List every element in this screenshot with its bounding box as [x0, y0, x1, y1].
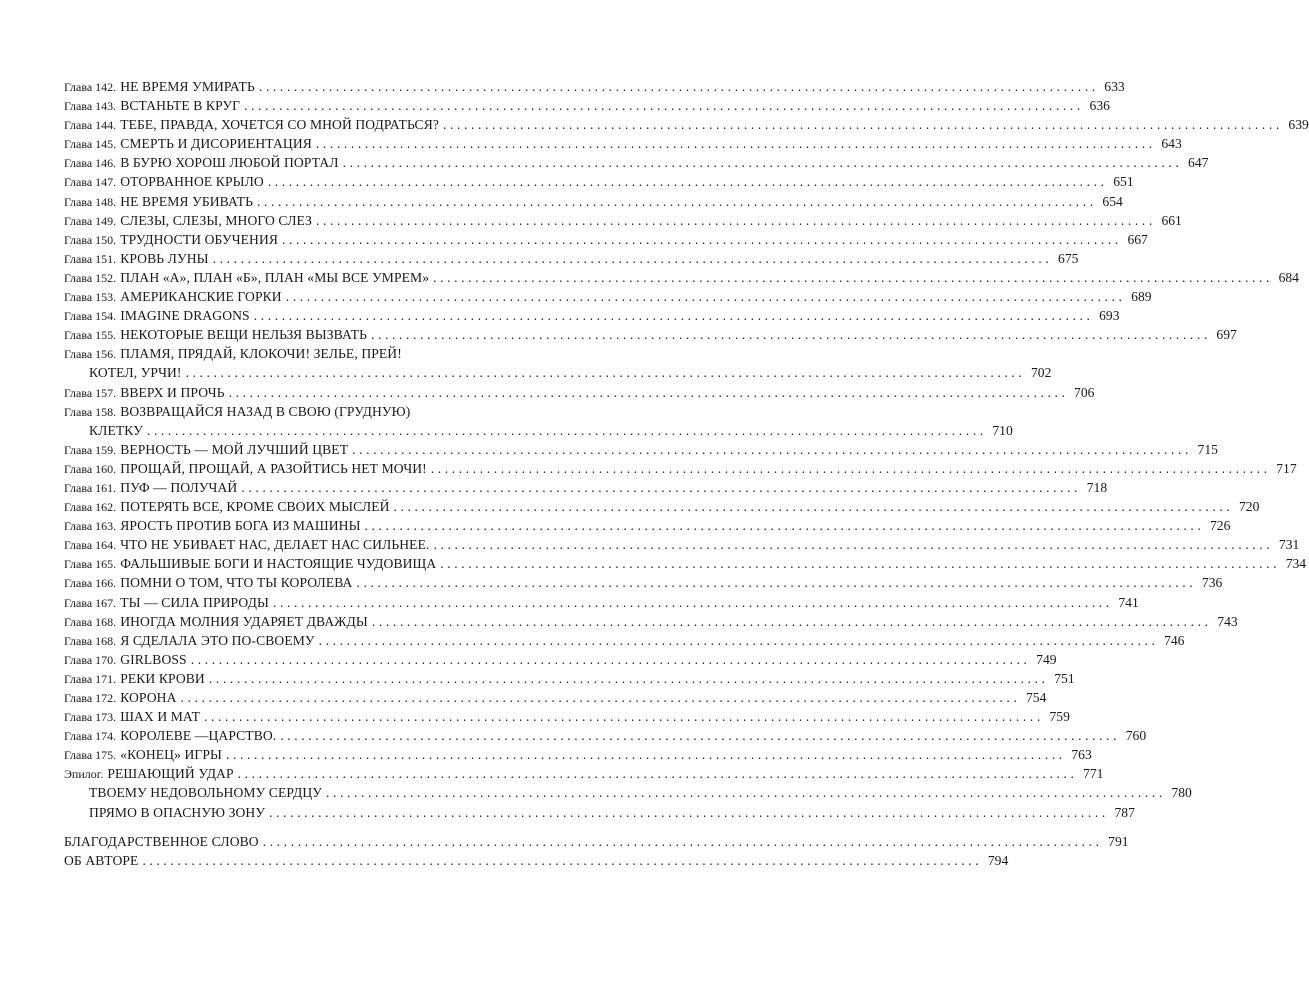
- toc-entry-page-number: 715: [1197, 441, 1218, 457]
- dot-leader: ........................................................................................................................: [285, 289, 1126, 305]
- toc-entry-label: Глава 165.: [64, 557, 117, 572]
- toc-entry-title: ПУФ — ПОЛУЧАЙ: [120, 479, 238, 495]
- toc-entry-page-number: 749: [1036, 651, 1057, 667]
- dot-leader: ........................................................................................................................: [258, 79, 1099, 94]
- dot-leader: ........................................................................................................................: [352, 441, 1192, 457]
- toc-entry[interactable]: [64, 707, 1070, 726]
- toc-entry-label: Глава 154.: [64, 309, 117, 324]
- dot-leader: ........................................................................................................................: [440, 556, 1281, 572]
- toc-entry-page-number: 667: [1127, 231, 1148, 247]
- toc-entry-title: ЯРОСТЬ ПРОТИВ БОГА ИЗ МАШИНЫ: [120, 518, 361, 534]
- toc-entry-label: Глава 159.: [64, 442, 117, 457]
- toc-entry[interactable]: [64, 688, 1047, 707]
- toc-entry[interactable]: [64, 554, 1307, 573]
- toc-entry-title: В БУРЮ ХОРОШ ЛЮБОЙ ПОРТАЛ: [120, 155, 339, 171]
- toc-entry-page-number: 718: [1086, 479, 1108, 495]
- toc-entry[interactable]: [64, 631, 1185, 650]
- toc-entry[interactable]: [64, 573, 1223, 592]
- toc-entry-page-number: 717: [1276, 460, 1297, 476]
- toc-entry-title: ТВОЕМУ НЕДОВОЛЬНОМУ СЕРДЦУ: [89, 785, 323, 801]
- toc-entry[interactable]: [64, 363, 1052, 382]
- toc-entry-title: ТРУДНОСТИ ОБУЧЕНИЯ: [120, 231, 279, 247]
- toc-entry-title: АМЕРИКАНСКИЕ ГОРКИ: [120, 289, 282, 305]
- toc-entry-title: ШАХ И МАТ: [120, 709, 201, 725]
- dot-leader: ........................................................................................................................: [433, 269, 1273, 285]
- toc-entry-label: Глава 151.: [64, 251, 117, 266]
- dot-leader: ........................................................................................................................: [146, 422, 987, 438]
- toc-entry[interactable]: [64, 421, 1013, 440]
- toc-entry[interactable]: [64, 96, 1110, 115]
- dot-leader: ........................................................................................................................: [443, 117, 1283, 133]
- toc-entry-title: ОБ АВТОРЕ: [64, 852, 139, 868]
- toc-entry-page-number: 787: [1114, 804, 1135, 820]
- toc-entry-title: ВЕРНОСТЬ — МОЙ ЛУЧШИЙ ЦВЕТ: [120, 441, 349, 457]
- toc-entry-page-number: 651: [1113, 174, 1134, 190]
- toc-entry-label: Глава 171.: [64, 671, 117, 686]
- dot-leader: ........................................................................................................................: [364, 518, 1205, 534]
- toc-entry[interactable]: [64, 851, 1009, 870]
- toc-entry[interactable]: [64, 459, 1297, 478]
- dot-leader: ........................................................................................................................: [326, 785, 1166, 801]
- toc-entry-page-number: 633: [1104, 79, 1125, 94]
- toc-entry-page-number: 643: [1161, 136, 1182, 152]
- toc-entry-title: НЕ ВРЕМЯ УМИРАТЬ: [120, 79, 255, 94]
- toc-entry-label: Глава 153.: [64, 290, 117, 305]
- toc-entry-page-number: 647: [1188, 155, 1209, 171]
- toc-entry-page-number: 693: [1099, 308, 1120, 324]
- toc-entry-page-number: 684: [1278, 269, 1299, 285]
- toc-entry-page-number: 731: [1278, 537, 1300, 553]
- dot-leader: ........................................................................................................................: [180, 690, 1021, 705]
- toc-entry[interactable]: [64, 832, 1129, 851]
- toc-entry-title: ТЫ — СИЛА ПРИРОДЫ: [120, 594, 269, 610]
- toc-entry[interactable]: [64, 745, 1092, 764]
- dot-leader: ........................................................................................................................: [212, 250, 1053, 266]
- toc-entry-title: КЛЕТКУ: [89, 422, 143, 438]
- toc-entry-title: «КОНЕЦ» ИГРЫ: [120, 747, 222, 763]
- dot-leader: ........................................................................................................................: [253, 308, 1094, 324]
- dot-leader: ........................................................................................................................: [228, 384, 1069, 400]
- dot-leader: ........................................................................................................................: [267, 174, 1108, 190]
- toc-entry[interactable]: [64, 535, 1300, 554]
- toc-entry-title: КОРОНА: [120, 690, 177, 705]
- toc-entry[interactable]: [64, 153, 1209, 172]
- toc-entry-title: ИНОГДА МОЛНИЯ УДАРЯЕТ ДВАЖДЫ: [120, 613, 368, 629]
- toc-entry-label: Глава 156.: [64, 347, 117, 362]
- toc-entry-title: СМЕРТЬ И ДИСОРИЕНТАЦИЯ: [120, 136, 312, 152]
- toc-entry-title: ТЕБЕ, ПРАВДА, ХОЧЕТСЯ СО МНОЙ ПОДРАТЬСЯ?: [120, 117, 439, 133]
- toc-entry-page-number: 743: [1217, 613, 1238, 629]
- dot-leader: ........................................................................................................................: [241, 479, 1082, 495]
- toc-entry[interactable]: [64, 612, 1238, 631]
- toc-entry-page-number: 675: [1058, 250, 1079, 266]
- toc-entry-label: Глава 163.: [64, 519, 117, 534]
- toc-entry-title: ВВЕРХ И ПРОЧЬ: [120, 384, 225, 400]
- toc-entry[interactable]: [64, 230, 1148, 249]
- toc-entry-label: Глава 142.: [64, 80, 117, 94]
- dot-leader: ........................................................................................................................: [208, 670, 1049, 686]
- dot-leader: ........................................................................................................................: [433, 537, 1274, 553]
- toc-entry-page-number: 736: [1201, 575, 1223, 591]
- dot-leader: ........................................................................................................................: [318, 632, 1159, 648]
- dot-leader: ........................................................................................................................: [185, 365, 1026, 381]
- toc-entry[interactable]: [64, 115, 1309, 134]
- toc-entry-title: ПОМНИ О ТОМ, ЧТО ТЫ КОРОЛЕВА: [120, 575, 353, 591]
- toc-entry[interactable]: [64, 211, 1182, 230]
- dot-leader: ........................................................................................................................: [371, 327, 1211, 343]
- toc-entry-label: Глава 166.: [64, 576, 117, 591]
- toc-entry-page-number: 726: [1209, 518, 1231, 534]
- toc-entry-page-number: 751: [1054, 670, 1075, 686]
- toc-entry-label: Глава 157.: [64, 385, 117, 400]
- toc-entry-label: Глава 168.: [64, 614, 117, 629]
- dot-leader: ........................................................................................................................: [430, 460, 1271, 476]
- dot-leader: ........................................................................................................................: [142, 852, 983, 868]
- toc-entry-page-number: 734: [1285, 556, 1307, 572]
- dot-leader: ........................................................................................................................: [315, 136, 1156, 152]
- toc-entry[interactable]: [64, 440, 1218, 459]
- toc-entry-page-number: 720: [1238, 499, 1260, 515]
- toc-entry[interactable]: [64, 516, 1231, 535]
- toc-entry[interactable]: [64, 249, 1079, 268]
- toc-entry-title: ОТОРВАННОЕ КРЫЛО: [120, 174, 264, 190]
- toc-entry-label: Глава 158.: [64, 404, 117, 419]
- toc-entry[interactable]: [64, 402, 580, 421]
- toc-entry[interactable]: [64, 650, 1057, 669]
- dot-leader: ........................................................................................................................: [356, 575, 1197, 591]
- toc-entry[interactable]: [64, 726, 1147, 745]
- toc-entry-label: Глава 152.: [64, 270, 117, 285]
- toc-entry-label: Глава 146.: [64, 156, 117, 171]
- toc-entry-page-number: 791: [1108, 833, 1129, 849]
- toc-entry-title: РЕКИ КРОВИ: [120, 670, 205, 686]
- toc-entry-title: Я СДЕЛАЛА ЭТО ПО-СВОЕМУ: [120, 632, 315, 648]
- toc-entry[interactable]: [64, 287, 1152, 306]
- toc-entry-page-number: 754: [1025, 690, 1047, 705]
- toc-entry[interactable]: [64, 669, 1075, 688]
- toc-entry-label: Глава 143.: [64, 99, 117, 114]
- dot-leader: ........................................................................................................................: [237, 766, 1078, 782]
- dot-leader: ........................................................................................................................: [262, 833, 1103, 849]
- toc-entry-label: Эпилог.: [64, 767, 104, 782]
- toc-entry-title: СЛЕЗЫ, СЛЕЗЫ, МНОГО СЛЕЗ: [120, 212, 313, 228]
- toc-entry-title: ВОЗВРАЩАЙСЯ НАЗАД В СВОЮ (ГРУДНУЮ): [120, 403, 411, 419]
- toc-entry-label: Глава 148.: [64, 194, 117, 209]
- dot-leader: ........................................................................................................................: [316, 212, 1156, 228]
- toc-entry-page-number: 636: [1089, 98, 1110, 114]
- toc-entry-label: Глава 167.: [64, 595, 117, 610]
- toc-entry[interactable]: [64, 344, 580, 363]
- toc-entry-title: НЕКОТОРЫЕ ВЕЩИ НЕЛЬЗЯ ВЫЗВАТЬ: [120, 327, 367, 343]
- toc-entry-page-number: 794: [987, 852, 1009, 868]
- toc-entry-title: КОТЕЛ, УРЧИ!: [89, 365, 182, 381]
- toc-entry-label: Глава 173.: [64, 710, 117, 725]
- toc-entry-label: Глава 175.: [64, 748, 117, 763]
- toc-entry-title: ПРЯМО В ОПАСНУЮ ЗОНУ: [89, 804, 266, 820]
- toc-entry-label: Глава 144.: [64, 118, 117, 133]
- dot-leader: ........................................................................................................................: [190, 651, 1031, 667]
- toc-entry-page-number: 710: [992, 422, 1013, 438]
- toc-entry-page-number: 780: [1171, 785, 1192, 801]
- dot-leader: ........................................................................................................................: [393, 499, 1234, 515]
- toc-entry-title: ФАЛЬШИВЫЕ БОГИ И НАСТОЯЩИЕ ЧУДОВИЩА: [120, 556, 437, 572]
- dot-leader: ........................................................................................................................: [280, 728, 1121, 744]
- toc-entry-page-number: 639: [1288, 117, 1309, 133]
- toc-entry-page-number: 689: [1131, 289, 1152, 305]
- toc-entry[interactable]: [64, 306, 1120, 325]
- toc-entry-label: Глава 164.: [64, 538, 117, 553]
- toc-entry-label: Глава 149.: [64, 213, 117, 228]
- toc-entry-label: Глава 147.: [64, 175, 117, 190]
- toc-entry-page-number: 702: [1030, 365, 1052, 381]
- dot-leader: ........................................................................................................................: [282, 231, 1122, 247]
- toc-entry[interactable]: [64, 325, 1237, 344]
- toc-entry[interactable]: [64, 803, 1135, 822]
- toc-entry-page-number: 763: [1071, 747, 1092, 763]
- toc-entry[interactable]: [64, 593, 1139, 612]
- toc-entry-page-number: 759: [1049, 709, 1070, 725]
- toc-entry[interactable]: [64, 268, 1299, 287]
- toc-entry-label: Глава 155.: [64, 328, 117, 343]
- toc-entry-label: Глава 172.: [64, 691, 117, 705]
- dot-leader: ........................................................................................................................: [244, 98, 1084, 114]
- toc-entry[interactable]: [64, 383, 1095, 402]
- dot-leader: ........................................................................................................................: [204, 709, 1044, 725]
- toc-entry-label: Глава 170.: [64, 652, 117, 667]
- dot-leader: ........................................................................................................................: [272, 594, 1113, 610]
- toc-entry-title: ПЛАМЯ, ПРЯДАЙ, КЛОКОЧИ! ЗЕЛЬЕ, ПРЕЙ!: [120, 346, 402, 362]
- dot-leader: ........................................................................................................................: [342, 155, 1183, 171]
- toc-entry-page-number: 661: [1161, 212, 1182, 228]
- toc-entry[interactable]: [64, 77, 1125, 96]
- toc-entry[interactable]: [64, 172, 1134, 191]
- toc-entry-title: ПРОЩАЙ, ПРОЩАЙ, А РАЗОЙТИСЬ НЕТ МОЧИ!: [120, 460, 427, 476]
- toc-entry-page-number: 746: [1164, 632, 1185, 648]
- toc-entry-label: Глава 160.: [64, 461, 117, 476]
- toc-entry-page-number: 760: [1125, 728, 1147, 744]
- dot-leader: ........................................................................................................................: [256, 193, 1097, 209]
- toc-entry-label: Глава 161.: [64, 480, 117, 495]
- toc-entry-title: ВСТАНЬТЕ В КРУГ: [120, 98, 241, 114]
- toc-entry-label: Глава 150.: [64, 232, 117, 247]
- toc-entry-label: Глава 145.: [64, 137, 117, 152]
- toc-entry-page-number: 706: [1074, 384, 1095, 400]
- toc-entry-page-number: 654: [1102, 193, 1123, 209]
- dot-leader: ........................................................................................................................: [269, 804, 1109, 820]
- toc-entry[interactable]: [64, 192, 1123, 211]
- toc-entry-title: ЧТО НЕ УБИВАЕТ НАС, ДЕЛАЕТ НАС СИЛЬНЕЕ.: [120, 537, 430, 553]
- toc-entry[interactable]: [64, 134, 1182, 153]
- toc-entry-label: Глава 168.: [64, 633, 117, 648]
- toc-entry-page-number: 697: [1216, 327, 1237, 343]
- toc-entry-title: КОРОЛЕВЕ —ЦАРСТВО.: [120, 728, 277, 744]
- toc-entry[interactable]: [64, 478, 1108, 497]
- toc-entry-title: ПЛАН «А», ПЛАН «Б», ПЛАН «МЫ ВСЕ УМРЕМ»: [120, 269, 430, 285]
- toc-entry-title: КРОВЬ ЛУНЫ: [120, 250, 209, 266]
- toc-entry-label: Глава 162.: [64, 500, 117, 515]
- toc-entry-page-number: 741: [1118, 594, 1139, 610]
- toc-entry-title: РЕШАЮЩИЙ УДАР: [107, 766, 234, 782]
- toc-entry-title: ПОТЕРЯТЬ ВСЕ, КРОМЕ СВОИХ МЫСЛЕЙ: [120, 499, 390, 515]
- table-of-contents: [64, 77, 1309, 870]
- toc-entry[interactable]: [64, 764, 1104, 783]
- toc-entry-title: НЕ ВРЕМЯ УБИВАТЬ: [120, 193, 253, 209]
- toc-entry-label: Глава 174.: [64, 729, 117, 744]
- toc-entry-title: БЛАГОДАРСТВЕННОЕ СЛОВО: [64, 833, 259, 849]
- toc-entry-page-number: 771: [1083, 766, 1104, 782]
- toc-entry[interactable]: [64, 783, 1192, 802]
- toc-entry[interactable]: [64, 497, 1260, 516]
- dot-leader: ........................................................................................................................: [371, 613, 1212, 629]
- toc-entry-title: IMAGINE DRAGONS: [120, 308, 250, 324]
- toc-entry-title: GIRLBOSS: [120, 651, 187, 667]
- dot-leader: ........................................................................................................................: [225, 747, 1066, 763]
